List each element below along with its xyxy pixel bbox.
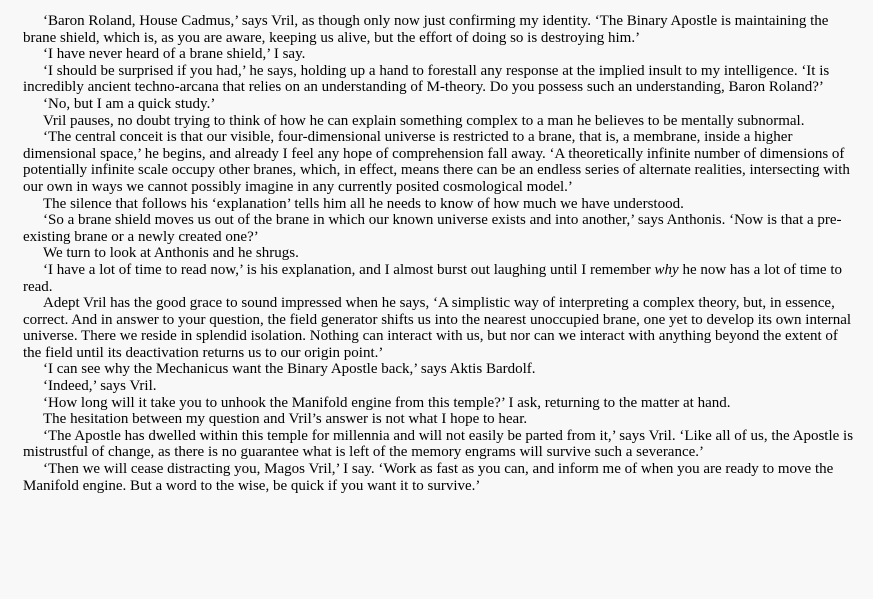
text-run: he now has a lot of time to read. bbox=[23, 261, 842, 295]
paragraph bbox=[23, 428, 859, 461]
text-run: The silence that follows his ‘explanation’ tells him all he needs to know of how much we have understood. bbox=[43, 195, 684, 212]
paragraph bbox=[23, 129, 859, 195]
text-run: ‘I should be surprised if you had,’ he says, holding up a hand to forestall any response at the implied insult to my intelligence. ‘It is incredibly ancient techno-arcana that relies on an understanding of M-theory. Do you possess such an understanding, Baron Roland?’ bbox=[23, 62, 830, 96]
italic-text-run: why bbox=[654, 261, 679, 278]
text-run: ‘I can see why the Mechanicus want the Binary Apostle back,’ says Aktis Bardolf. bbox=[43, 361, 536, 378]
text-run: The hesitation between my question and Vril’s answer is not what I hope to hear. bbox=[43, 411, 528, 428]
text-run: ‘No, but I am a quick study.’ bbox=[43, 95, 216, 112]
text-run: ‘The central conceit is that our visible, four-dimensional universe is restricted to a brane, that is, a membrane, inside a higher dimensional space,’ he begins, and already I feel any hope of comprehension fall away. ‘A theoretically infinite number of dimensions of potentially infinite scale occupy other branes, which, in effect, means there can be an endless series of alternate realities, intersecting with our own in ways we cannot possibly imagine in any currently posited cosmological model.’ bbox=[23, 129, 850, 195]
paragraph bbox=[23, 411, 859, 428]
text-run: Adept Vril has the good grace to sound impressed when he says, ‘A simplistic way of interpreting a complex theory, but, in essence, correct. And in answer to your question, the field generator shifts us into the nearest unoccupied brane, one yet to develop its own internal universe. There we reside in splendid isolation. Nothing can interact with us, but nor can we interact with anything beyond the extent of the field until its deactivation returns us to our origin point.’ bbox=[23, 295, 852, 361]
text-run: ‘I have never heard of a brane shield,’ I say. bbox=[43, 46, 306, 63]
paragraph bbox=[23, 63, 859, 96]
paragraph bbox=[23, 361, 859, 378]
paragraph bbox=[23, 212, 859, 245]
text-run: Vril pauses, no doubt trying to think of how he can explain something complex to a man he believes to be mentally subnormal. bbox=[43, 112, 805, 129]
paragraph bbox=[23, 378, 859, 395]
paragraph bbox=[23, 245, 859, 262]
text-run: ‘So a brane shield moves us out of the brane in which our known universe exists and into another,’ says Anthonis. ‘Now is that a pre-existing brane or a newly created one?’ bbox=[23, 212, 842, 245]
text-run: We turn to look at Anthonis and he shrugs. bbox=[43, 245, 299, 262]
text-run: ‘Indeed,’ says Vril. bbox=[43, 378, 157, 395]
text-run: ‘Then we will cease distracting you, Magos Vril,’ I say. ‘Work as fast as you can, and inform me of when you are ready to move the Manifold engine. But a word to the wise, be quick if you want it to survive.’ bbox=[23, 461, 834, 494]
paragraph bbox=[23, 262, 859, 295]
paragraph bbox=[23, 113, 859, 130]
text-content bbox=[23, 13, 859, 494]
text-run: ‘How long will it take you to unhook the Manifold engine from this temple?’ I ask, returning to the matter at hand. bbox=[43, 394, 731, 411]
paragraph bbox=[23, 395, 859, 412]
text-run: ‘The Apostle has dwelled within this temple for millennia and will not easily be parted from it,’ says Vril. ‘Like all of us, the Apostle is mistrustful of change, as there is no guarantee what is left of the memory engrams will survive such a severance.’ bbox=[23, 427, 854, 461]
paragraph bbox=[23, 461, 859, 494]
paragraph bbox=[23, 96, 859, 113]
paragraph bbox=[23, 196, 859, 213]
text-run: ‘Baron Roland, House Cadmus,’ says Vril, as though only now just confirming my identity. ‘The Binary Apostle is maintaining the brane shield, which is, as you are aware, keeping us alive, but the effort of doing so is destroying him.’ bbox=[23, 13, 829, 46]
paragraph bbox=[23, 13, 859, 46]
paragraph bbox=[23, 295, 859, 361]
text-run: ‘I have a lot of time to read now,’ is his explanation, and I almost burst out laughing until I remember bbox=[43, 261, 655, 278]
paragraph bbox=[23, 46, 859, 63]
